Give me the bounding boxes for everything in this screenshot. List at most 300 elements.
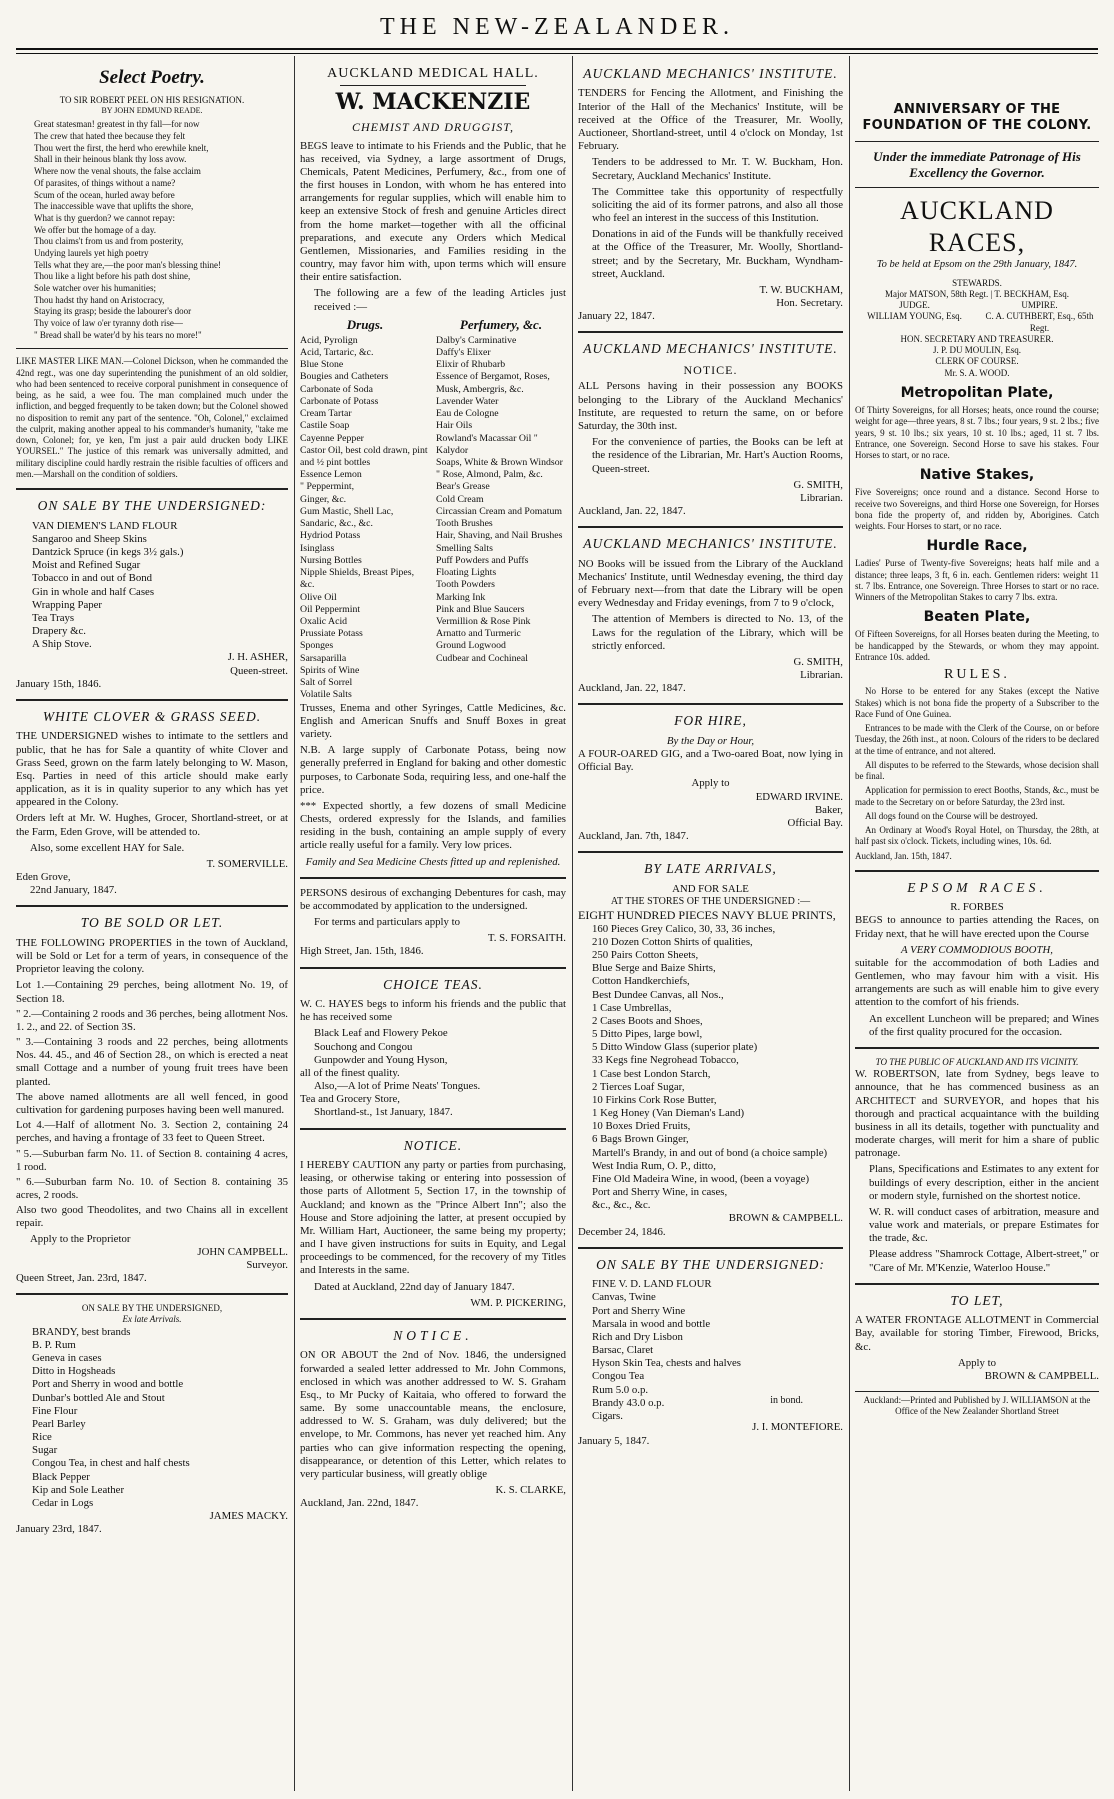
poem-line: Thou hadst thy hand on Aristocracy, xyxy=(34,294,165,305)
clover-heading: WHITE CLOVER & GRASS SEED. xyxy=(42,708,262,724)
judge-umpire xyxy=(855,300,1099,334)
mackenzie-body: BEGS leave to intimate to his Friends and the Public, that he has received, via Sydney, a large assortment of Drugs, Chemicals, Patent Medicines, Perfumery, &c., from one of the first houses in London, with whom he has entered into arrangements for regular supplies, which will enable him to keep an extensive Stock of fresh and genuine Articles direct from the home market—together with all the officinal preparations, and execute any Orders which Medical Gentlemen, Missionaries, and Families residing in the country, may favor him with, upon terms which will ensure their entire satisfaction. xyxy=(300,139,566,284)
poem-line: Of parasites, of things without a name? xyxy=(34,177,176,188)
poem-line: Thou claims't from us and from posterity, xyxy=(34,236,184,247)
hurdle-heading: Hurdle Race, xyxy=(926,538,1028,555)
poem-line: Shall in their heinous blank thy loss avow. xyxy=(34,154,187,165)
sold-intro: THE FOLLOWING PROPERTIES in the town of Auckland, will be Sold or Let for a term of years, in consequence of the Proprietor leaving the colony. xyxy=(16,936,288,976)
tea-item: Black Leaf and Flowery Pekoe xyxy=(314,1027,448,1040)
mackenzie-name: W. MACKENZIE xyxy=(335,89,531,116)
lot-item: " 5.—Suburban farm No. 11. of Section 8. containing 4 acres, 1 rood. xyxy=(16,1147,288,1173)
mechanics-2-notice: NOTICE. xyxy=(683,362,738,377)
drug-item: Blue Stone xyxy=(300,359,344,371)
drug-item: Oxalic Acid xyxy=(300,616,348,628)
list-item: Sangaroo and Sheep Skins xyxy=(32,532,147,545)
drug-item: Sponges xyxy=(300,640,334,652)
lot-item: Also two good Theodolites, and two Chains all in excellent repair. xyxy=(16,1204,288,1230)
public-heading: TO THE PUBLIC OF AUCKLAND AND ITS VICINITY. xyxy=(875,1057,1079,1067)
drug-item: Spirits of Wine xyxy=(300,664,360,676)
metropolitan-body: Of Thirty Sovereigns, for all Horses; heats, once round the course; weight for age—three years, 8 st. 7 lbs.; four years, 9 st. 2 lbs.; five years, 9 st. 10 lbs.; six years, 10 st. 10 lbs.; aged, 11 st. 7 lbs. Entrance, one Sovereign. Second Horse to save his stakes. Four Horses to start, or no race. xyxy=(855,405,1099,460)
list-item: Hyson Skin Tea, chests and halves xyxy=(592,1357,741,1370)
perfumery-item: Puff Powders and Puffs xyxy=(436,554,529,566)
forbes-body-3: An excellent Luncheon will be prepared; and Wines of the first quality procured for the occasion. xyxy=(869,1012,1099,1038)
hire-subheading: By the Day or Hour, xyxy=(666,734,755,747)
list-item: 33 Kegs fine Negrohead Tobacco, xyxy=(592,1054,739,1067)
stewards: Major MATSON, 58th Regt. | T. BECKHAM, Esq. xyxy=(885,288,1069,299)
list-item: 2 Tierces Loaf Sugar, xyxy=(592,1080,685,1093)
forbes-body-2: suitable for the accommodation of both Ladies and Gentlemen, who may favour him with a visit. His arrangements are such as will enable him to give every attention to the comfort of his friends. xyxy=(855,956,1099,1009)
list-item: B. P. Rum xyxy=(32,1338,76,1351)
expected-text: *** Expected shortly, a few dozens of small Medicine Chests, ordered expressly for the Islands, and families residing in the bush, containing an ample supply of every article really useful for a family. Very low prices. xyxy=(300,799,566,852)
lot-item: " 3.—Containing 3 roods and 22 perches, being allotments Nos. 44. 45., and 46 of Section 28., on which is erected a neat small Cottage and a number of young fruit trees have been planted. xyxy=(16,1036,288,1088)
sold-signature: JOHN CAMPBELL. xyxy=(197,1245,288,1258)
mechanics-1-body-2: Tenders to be addressed to Mr. T. W. Buckham, Hon. Secretary, Auckland Mechanics' Institute. xyxy=(592,156,843,182)
lot-item: The above named allotments are all well fenced, in good cultivation for gardening purposes having been well manured. xyxy=(16,1090,288,1116)
anniversary-heading: ANNIVERSARY OF THE FOUNDATION OF THE COLONY. xyxy=(862,102,1092,133)
list-item: Canvas, Twine xyxy=(592,1291,656,1304)
teas-store: Tea and Grocery Store, xyxy=(300,1093,400,1106)
debentures-terms: For terms and particulars apply to xyxy=(314,916,461,929)
native-heading: Native Stakes, xyxy=(919,467,1035,484)
mackenzie-following: The following are a few of the leading Articles just received :— xyxy=(314,287,566,313)
poem-title: TO SIR ROBERT PEEL ON HIS RESIGNATION. xyxy=(59,95,245,106)
mechanics-2-heading: AUCKLAND MECHANICS' INSTITUTE. xyxy=(583,341,838,357)
races-heading: AUCKLAND RACES, xyxy=(900,196,1054,258)
drug-item: Oil Peppermint xyxy=(300,603,361,615)
hire-apply: Apply to xyxy=(691,777,730,790)
drug-item: Nipple Shields, Breast Pipes, &c. xyxy=(300,567,415,591)
poem-line: " Bread shall be water'd by his tears no more!" xyxy=(34,329,202,340)
drug-item: Nursing Bottles xyxy=(300,554,362,566)
poem-line: Thou wert the first, the herd who erewhile knelt, xyxy=(34,142,209,153)
teas-items xyxy=(300,1027,566,1067)
drug-item: Prussiate Potass xyxy=(300,628,363,640)
list-item: &c., &c., &c. xyxy=(592,1199,651,1212)
trusses-text: Trusses, Enema and other Syringes, Cattle Medicines, &c. English and American Snuffs and Snuff Boxes in great variety. xyxy=(300,701,566,740)
perfumery-heading: Perfumery, &c. xyxy=(459,316,543,332)
poem-line: Thy voice of law o'er tyranny doth rise— xyxy=(34,318,183,329)
perfumery-item: Dalby's Carminative xyxy=(436,334,517,346)
poem-line: Thou like a light before his path dost shine, xyxy=(34,271,191,282)
perfumery-item: Cudbear and Cochineal xyxy=(436,652,528,664)
mechanics-1-heading: AUCKLAND MECHANICS' INSTITUTE. xyxy=(583,66,838,81)
mechanics-1-body-3: The Committee take this opportunity of respectfully soliciting the aid of its former patrons, and also all those who feel an interest in the success of this Institution. xyxy=(592,185,843,225)
mechanics-2-signature-title: Librarian. xyxy=(800,491,843,504)
debentures-signature: T. S. FORSAITH. xyxy=(487,932,566,945)
list-item: Sugar xyxy=(32,1444,58,1457)
mechanics-3-heading: AUCKLAND MECHANICS' INSTITUTE. xyxy=(583,536,838,552)
list-item: Cedar in Logs xyxy=(32,1496,94,1509)
notice-1-signature: WM. P. PICKERING, xyxy=(470,1296,566,1309)
debentures-body: PERSONS desirous of exchanging Debentures for cash, may be accommodated by application to the undersigned. xyxy=(300,886,566,912)
drug-item: Carbonate of Soda xyxy=(300,383,373,395)
poem-line: We offer but the homage of a day. xyxy=(34,224,156,235)
masthead: THE NEW-ZEALANDER. xyxy=(380,14,734,40)
list-item: 1 Case Umbrellas, xyxy=(592,1001,672,1014)
drug-item: Cayenne Pepper xyxy=(300,432,364,444)
list-item: Tobacco in and out of Bond xyxy=(32,572,153,585)
notice-2-date: Auckland, Jan. 22nd, 1847. xyxy=(300,1497,419,1510)
list-item: Wrapping Paper xyxy=(32,598,103,611)
list-item: 250 Pairs Cotton Sheets, xyxy=(592,949,699,962)
mechanics-1-signature-title: Hon. Secretary. xyxy=(776,297,843,310)
montefiore-date: January 5, 1847. xyxy=(578,1434,650,1447)
montefiore-block xyxy=(578,1278,843,1423)
top-rule xyxy=(16,48,1098,54)
perfumery-item: Daffy's Elixer xyxy=(436,346,491,358)
perfumery-item: Eau de Cologne xyxy=(436,408,499,420)
list-item: Rich and Dry Lisbon xyxy=(592,1330,683,1343)
robertson-body: W. ROBERTSON, late from Sydney, begs leave to announce, that he has commenced business as an ARCHITECT and SURVEYOR, and hopes that his thorough and practical acquaintance with the building business in all its details, together with punctuality and moderate charges, will merit for him a share of public patronage. xyxy=(855,1068,1099,1160)
montefiore-signature: J. I. MONTEFIORE. xyxy=(752,1421,843,1434)
drug-item: Olive Oil xyxy=(300,591,337,603)
drug-item: Cream Tartar xyxy=(300,408,352,420)
list-item: Fine Old Madeira Wine, in wood, (been a voyage) xyxy=(592,1172,810,1185)
late-arrivals-subheading: AND FOR SALE xyxy=(672,882,749,895)
perfumery-item: Ground Logwood xyxy=(436,640,506,652)
sold-apply: Apply to the Proprietor xyxy=(30,1232,131,1245)
rule-item: No Horse to be entered for any Stakes (except the Native Stakes) which is not bona fide the property of a Subscriber to the Race Fund of One Guinea. xyxy=(855,686,1099,719)
poetry-heading: Select Poetry. xyxy=(99,67,205,88)
clover-signature: T. SOMERVILLE. xyxy=(206,857,288,870)
drug-item: Hydriod Potass xyxy=(300,530,361,542)
perfumery-item: Cold Cream xyxy=(436,493,484,505)
hire-heading: FOR HIRE, xyxy=(674,713,747,729)
imprint-footer: Auckland:—Printed and Published by J. WILLIAMSON at the Office of the New Zealander Shortland Street xyxy=(855,1391,1099,1417)
list-item: Port and Sherry Wine xyxy=(592,1304,686,1317)
robertson-body-4: Please address "Shamrock Cottage, Albert-street," or "Care of Mr. M'Kenzie, Waterloo House." xyxy=(869,1248,1099,1274)
clover-date: 22nd January, 1847. xyxy=(30,884,117,897)
to-let-heading: TO LET, xyxy=(950,1292,1004,1308)
hurdle-body: Ladies' Purse of Twenty-five Sovereigns; heats half mile and a distance; three leaps, 3 ft, 6 in. each. Gentlemen riders: weight 11 st. 7 lbs. Entrance, one Sovereign. Three Horses to start or no race. Winners of the Metropolitan Stakes to carry 7 lbs. extra. xyxy=(855,558,1099,603)
drug-item: Essence Lemon xyxy=(300,469,362,481)
perfumery-item: " Rose, Almond, Palm, &c. xyxy=(436,469,543,481)
montefiore-heading: ON SALE BY THE UNDERSIGNED: xyxy=(596,1256,825,1272)
list-item: Port and Sherry in wood and bottle xyxy=(32,1378,184,1391)
mechanics-2-body: ALL Persons having in their possession any BOOKS belonging to the Library of the Auckland Mechanics' Institute, are requested to return the same, on or before Saturday, the 30th inst. xyxy=(578,380,843,432)
hire-signature: EDWARD IRVINE. xyxy=(755,790,843,803)
macky-signature: JAMES MACKY. xyxy=(209,1510,288,1523)
teas-date: Shortland-st., 1st January, 1847. xyxy=(314,1106,453,1119)
chests-text: Family and Sea Medicine Chests fitted up and replenished. xyxy=(305,855,561,868)
list-item: Geneva in cases xyxy=(32,1352,102,1365)
robertson-body-3: W. R. will conduct cases of arbitration, measure and value work and materials, or prepare Estimates for the trade, &c. xyxy=(869,1205,1099,1245)
list-item: 1 Keg Honey (Van Dieman's Land) xyxy=(592,1107,745,1120)
lot-item: Lot 4.—Half of allotment No. 3. Section 2, containing 24 perches, and having a frontage of 33 feet to Queen Street. xyxy=(16,1119,288,1145)
late-arrivals-lead: EIGHT HUNDRED PIECES NAVY BLUE PRINTS, xyxy=(578,908,836,923)
asher-signature: J. H. ASHER, xyxy=(227,651,288,664)
drug-item: Bougies and Catheters xyxy=(300,371,389,383)
teas-body: W. C. HAYES begs to inform his friends and the public that he has received some xyxy=(300,998,566,1024)
hire-body: A FOUR-OARED GIG, and a Two-oared Boat, now lying in Official Bay. xyxy=(578,748,843,774)
notice-1-date: Dated at Auckland, 22nd day of January 1847. xyxy=(314,1280,515,1293)
poem-line: The crew that hated thee because they felt xyxy=(34,131,186,142)
poem-line: Where now the venal shouts, the false acclaim xyxy=(34,166,201,177)
macky-subheading: Ex late Arrivals. xyxy=(122,1314,182,1325)
list-item: 2 Cases Boots and Shoes, xyxy=(592,1014,703,1027)
mechanics-3-signature-title: Librarian. xyxy=(800,669,843,682)
clover-body-2: Orders left at Mr. W. Hughes, Grocer, Shortland-street, or at the Farm, Eden Grove, will be attended to. xyxy=(16,812,288,838)
list-item: 10 Boxes Dried Fruits, xyxy=(592,1120,691,1133)
list-item: FINE V. D. LAND FLOUR xyxy=(592,1278,712,1291)
rule-item: Application for permission to erect Booths, Stands, &c., must be made to the Secretary on or before Saturday, the 23rd inst. xyxy=(855,785,1099,807)
poem-line: Great statesman! greatest in thy fall—for now xyxy=(34,119,200,130)
list-item: Drapery &c. xyxy=(32,625,86,638)
perfumery-item: Pink and Blue Saucers xyxy=(436,603,525,615)
rules-list xyxy=(855,686,1099,847)
teas-also: Also,—A lot of Prime Neats' Tongues. xyxy=(314,1080,481,1093)
list-item: Marsala in wood and bottle xyxy=(592,1317,711,1330)
perfumery-item: Soaps, White & Brown Windsor xyxy=(436,456,563,468)
perfumery-list xyxy=(436,335,566,665)
clover-hay: Also, some excellent HAY for Sale. xyxy=(30,841,185,854)
medical-hall-heading: AUCKLAND MEDICAL HALL. xyxy=(327,66,539,81)
list-item: 160 Pieces Grey Calico, 30, 33, 36 inches, xyxy=(592,922,776,935)
notice-1-body: I HEREBY CAUTION any party or parties from purchasing, leasing, or otherwise taking or entering into possession of those parts of Allotment 5, Section 17, in the township of Auckland; and known as the "Prince Albert Inn"; also the House and Store adjoining the latter, at present occupied by Mr. William Hart, Auctioneer, the same being my property; and I have given instructions for suits in Equity, and Legal proceedings to be commenced, for the recovery of my Titles and Interests in the same. xyxy=(300,1159,566,1277)
list-item: 10 Firkins Cork Rose Butter, xyxy=(592,1093,717,1106)
mechanics-3-signature: G. SMITH, xyxy=(793,655,843,668)
mackenzie-role: CHEMIST AND DRUGGIST, xyxy=(351,119,514,134)
macky-items xyxy=(16,1326,288,1510)
drug-item: " Peppermint, xyxy=(300,481,355,493)
list-item: Pearl Barley xyxy=(32,1417,86,1430)
metropolitan-heading: Metropolitan Plate, xyxy=(900,384,1054,401)
sold-signature-title: Surveyor. xyxy=(246,1258,288,1271)
mechanics-1-body-4: Donations in aid of the Funds will be thankfully received at the Office of the Treasurer, Mr. Woolly, Shortland-street; and by the Secretary, Mr. Buckham, Wyndham-street, Auckland. xyxy=(592,228,843,280)
list-item: Fine Flour xyxy=(32,1404,78,1417)
mechanics-3-body: NO Books will be issued from the Library of the Auckland Mechanics' Institute, until Wednesday evening, the third day of February next—from that date the Library will be open every Wednesday and Friday evenings, from 7 to 9 o'clock, xyxy=(578,557,843,610)
list-item: Blue Serge and Baize Shirts, xyxy=(592,962,716,975)
sold-date: Queen Street, Jan. 23rd, 1847. xyxy=(16,1272,147,1285)
perfumery-item: Bear's Grease xyxy=(436,481,490,493)
poem-line: Tells what they are,—the poor man's blessing thine! xyxy=(34,259,221,270)
perfumery-item: Hair Oils xyxy=(436,420,473,432)
mechanics-1-date: January 22, 1847. xyxy=(578,310,655,323)
list-item: Rum 5.0 o.p. xyxy=(592,1383,649,1396)
list-item: BRANDY, best brands xyxy=(32,1325,131,1338)
to-let-signature: BROWN & CAMPBELL. xyxy=(984,1369,1099,1382)
hire-signature-location: Official Bay. xyxy=(787,816,843,829)
forbes-name: R. FORBES xyxy=(950,901,1004,914)
mechanics-3-date: Auckland, Jan. 22, 1847. xyxy=(578,682,686,695)
list-item: Moist and Refined Sugar xyxy=(32,559,141,572)
list-item: Martell's Brandy, in and out of bond (a choice sample) xyxy=(592,1146,828,1159)
perfumery-item: Tooth Powders xyxy=(436,579,495,591)
list-item: VAN DIEMEN'S LAND FLOUR xyxy=(32,519,178,532)
mechanics-2-body-2: For the convenience of parties, the Books can be left at the residence of the Librarian, Mr. Hart's Auction Rooms, Queen-street. xyxy=(592,436,843,475)
list-item: Congou Tea, in chest and half chests xyxy=(32,1457,190,1470)
tea-item: Souchong and Congou xyxy=(314,1040,413,1053)
list-item: Rice xyxy=(32,1431,52,1444)
mechanics-2-signature: G. SMITH, xyxy=(793,478,843,491)
list-item: West India Rum, O. P., ditto, xyxy=(592,1159,716,1172)
poem-line: Staying its grasp; beside the labourer's door xyxy=(34,306,192,317)
mechanics-2-date: Auckland, Jan. 22, 1847. xyxy=(578,505,686,518)
rules-date: Auckland, Jan. 15th, 1847. xyxy=(855,850,952,861)
list-item: 210 Dozen Cotton Shirts of qualities, xyxy=(592,935,753,948)
poem-line: What is thy guerdon? we cannot repay: xyxy=(34,212,175,223)
secretary-heading: HON. SECRETARY AND TREASURER. xyxy=(900,333,1054,344)
secretary-name: J. P. DU MOULIN, Esq. xyxy=(932,345,1021,356)
asher-heading: ON SALE BY THE UNDERSIGNED: xyxy=(37,498,267,514)
clerk-heading: CLERK OF COURSE. xyxy=(935,356,1019,367)
drug-item: Salt of Sorrel xyxy=(300,677,353,689)
rule-item: All disputes to be referred to the Stewards, whose decision shall be final. xyxy=(855,759,1099,782)
column-divider xyxy=(849,56,850,1791)
native-body: Five Sovereigns; once round and a distance. Second Horse to receive two Sovereigns, and third Horse one Sovereign, for Horses bona fide the property of, and ridden by, Aborigines. Catch weights. Four Horses to start, or no race. xyxy=(855,487,1099,532)
perfumery-item: Tooth Brushes xyxy=(436,518,493,530)
column-divider xyxy=(294,56,295,1791)
umpire-heading: UMPIRE. xyxy=(1021,300,1058,311)
drug-item: Carbonate of Potass xyxy=(300,395,379,407)
drug-item: Sarsaparilla xyxy=(300,652,347,664)
list-item: Ditto in Hogsheads xyxy=(32,1365,116,1378)
clover-location: Eden Grove, xyxy=(16,871,71,884)
teas-quality: all of the finest quality. xyxy=(300,1066,400,1079)
drug-item: Gum Mastic, Shell Lac, Sandaric, &c., &c. xyxy=(300,505,394,530)
mechanics-1-body: TENDERS for Fencing the Allotment, and Finishing the Interior of the Hall of the Mechanics' Institute, will be received at the Office of the Treasurer, Mr. Woolly, Auctioneer, Shortland-street, until 4 o'clock on Monday, 1st February. xyxy=(578,87,843,153)
robertson-body-2: Plans, Specifications and Estimates to any extent for buildings of every description, either in the ancient or modern style, furnished on the shortest notice. xyxy=(869,1163,1099,1202)
nb-text: N.B. A large supply of Carbonate Potass, being now generally preferred in England for baking and other domestic purposes, to Carbonate Soda, requiring less, and one-half the price. xyxy=(300,744,566,796)
rule-item: An Ordinary at Wood's Royal Hotel, on Thursday, the 28th, at half past six o'clock. Tickets, including wines, 10s. 6d. xyxy=(855,825,1099,847)
list-item: Port and Sherry Wine, in cases, xyxy=(592,1186,728,1199)
booth-line: A VERY COMMODIOUS BOOTH, xyxy=(901,943,1053,956)
umpire-name: C. A. CUTHBERT, Esq., 65th Regt. xyxy=(985,311,1094,333)
poem-line: Scum of the ocean, hurled away before xyxy=(34,189,175,200)
judge-heading: JUDGE. xyxy=(899,300,930,311)
list-item: Gin in whole and half Cases xyxy=(32,585,155,598)
list-item: Barsac, Claret xyxy=(592,1344,654,1357)
rules-heading: RULES. xyxy=(944,667,1010,683)
articles-lists xyxy=(300,317,566,702)
notice-2-body: ON OR ABOUT the 2nd of Nov. 1846, the undersigned forwarded a sealed letter addressed to Mr. John Commons, enclosed in which was another addressed to W. S. Graham Esq., to Mr Pucky of Kaitaia, who offered to forward the same. By some unaccountable means, the enclosure, addressed to W. S. Graham, was duly delivered; but the envelope, to Mr. Commons, has never yet reached him. Any parties who can give information respecting the opening, disappearance, or detention of this Letter, which relates to very particular business, will greatly oblige xyxy=(300,1349,566,1480)
judge-name: WILLIAM YOUNG, Esq. xyxy=(867,311,962,322)
montefiore-items xyxy=(578,1278,843,1423)
mechanics-1-signature: T. W. BUCKHAM, xyxy=(759,283,843,296)
perfumery-item: Vermillion & Rose Pink xyxy=(436,616,531,628)
macky-heading: ON SALE BY THE UNDERSIGNED, xyxy=(81,1303,223,1314)
perfumery-item: Elixir of Rhubarb xyxy=(436,359,506,371)
forbes-body: BEGS to announce to parties attending the Races, on Friday next, that he will have erected upon the Course xyxy=(855,914,1099,940)
drug-item: Castile Soap xyxy=(300,420,350,432)
poem-line: Sole watcher over his humanities; xyxy=(34,283,156,294)
notice-2-signature: K. S. CLARKE, xyxy=(495,1484,566,1497)
late-arrivals-items xyxy=(578,923,843,1213)
drug-item: Isinglass xyxy=(300,542,335,554)
perfumery-item: Marking Ink xyxy=(436,591,486,603)
teas-heading: CHOICE TEAS. xyxy=(383,976,483,992)
drug-item: Castor Oil, best cold drawn, pint and ½ pint bottles xyxy=(300,444,428,468)
rule-item: Entrances to be made with the Clerk of the Course, on or before Tuesday, the 26th inst., at noon. Colours of the riders to be declared at the time of entrance, and not altered. xyxy=(855,723,1099,756)
list-item: Cigars. xyxy=(592,1410,623,1422)
sold-heading: TO BE SOLD OR LET. xyxy=(80,915,224,931)
late-arrivals-heading: BY LATE ARRIVALS, xyxy=(644,861,777,877)
debentures-date: High Street, Jan. 15th, 1846. xyxy=(300,945,424,958)
list-item: Tea Trays xyxy=(32,611,75,624)
list-item: Kip and Sole Leather xyxy=(32,1483,125,1496)
to-let-body: A WATER FRONTAGE ALLOTMENT in Commercial Bay, available for storing Timber, Firewood, Bricks, &c. xyxy=(855,1314,1099,1353)
list-item: Congou Tea xyxy=(592,1370,645,1383)
hire-signature-title: Baker, xyxy=(814,803,843,816)
column-1 xyxy=(16,62,288,1787)
poem-line: Undying laurels yet high poetry xyxy=(34,247,149,258)
notice-1-heading: NOTICE. xyxy=(403,1137,463,1153)
rule-item: All dogs found on the Course will be destroyed. xyxy=(865,810,1038,821)
macky-date: January 23rd, 1847. xyxy=(16,1523,102,1536)
perfumery-item: Essence of Bergamot, Roses, Musk, Ambergris, &c. xyxy=(436,371,550,395)
column-3 xyxy=(578,62,843,1787)
list-item: Cotton Handkerchiefs, xyxy=(592,975,690,988)
beaten-body: Of Fifteen Sovereigns, for all Horses beaten during the Meeting, to be handicapped by the Stewards, or whom they may appoint. Entrance 10s. added. xyxy=(855,629,1099,662)
perfumery-item: Rowland's Macassar Oil " Kalydor xyxy=(436,432,538,456)
asher-location: Queen-street. xyxy=(230,664,288,677)
perfumery-item: Circassian Cream and Pomatum xyxy=(436,505,562,517)
mechanics-3-body-2: The attention of Members is directed to No. 13, of the Laws for the regulation of the Library, which will be strictly enforced. xyxy=(592,613,843,652)
drug-item: Ginger, &c. xyxy=(300,493,347,505)
drug-item: Acid, Pyrolign xyxy=(300,334,358,346)
lot-item: " 2.—Containing 2 roods and 36 perches, being allotment Nos. 1. 2., and 22. of Section 3S. xyxy=(16,1007,288,1033)
list-item: Dantzick Spruce (in kegs 3½ gals.) xyxy=(32,546,184,559)
drugs-heading: Drugs. xyxy=(346,316,384,332)
perfumery-item: Lavender Water xyxy=(436,395,499,407)
perfumery-item: Hair, Shaving, and Nail Brushes xyxy=(436,530,563,542)
patronage-line: Under the immediate Patronage of His Excellency the Governor. xyxy=(873,148,1081,180)
to-let-apply: Apply to xyxy=(957,1356,997,1369)
poem-body xyxy=(16,119,288,341)
perfumery-item: Floating Lights xyxy=(436,567,497,579)
clerk-name: Mr. S. A. WOOD. xyxy=(944,367,1010,378)
list-item: 5 Ditto Window Glass (superior plate) xyxy=(592,1041,758,1054)
list-item: Dunbar's bottled Ale and Stout xyxy=(32,1391,165,1404)
asher-items xyxy=(16,520,288,652)
perfumery-item: Smelling Salts xyxy=(436,542,493,554)
list-item: Brandy 43.0 o.p. xyxy=(592,1396,665,1409)
clover-body: THE UNDERSIGNED wishes to intimate to the settlers and public, that he has for Sale a quantity of white Clover and Grass Seed, grown on the farm lately belonging to W. Mason, Esq. Parties in need of this article should make early application, as it is in quality superior to any which has yet appeared in the Colony. xyxy=(16,730,288,809)
beaten-heading: Beaten Plate, xyxy=(923,609,1031,626)
stewards-heading: STEWARDS. xyxy=(952,277,1002,288)
late-arrivals-signature: BROWN & CAMPBELL. xyxy=(728,1212,843,1225)
list-item: Black Pepper xyxy=(32,1470,90,1483)
column-4 xyxy=(855,62,1099,1787)
lot-item: " 6.—Suburban farm No. 10. of Section 8. containing 35 acres, 2 roods. xyxy=(16,1175,288,1202)
montefiore-bond: in bond. xyxy=(770,1395,803,1407)
notice-2-heading: NOTICE. xyxy=(393,1327,473,1343)
epsom-heading: EPSOM RACES. xyxy=(907,879,1047,895)
list-item: A Ship Stove. xyxy=(32,638,92,651)
list-item: Best Dundee Canvas, all Nos., xyxy=(592,988,724,1001)
tea-item: Gunpowder and Young Hyson, xyxy=(314,1053,448,1066)
hire-date: Auckland, Jan. 7th, 1847. xyxy=(578,830,689,843)
list-item: 5 Ditto Pipes, large bowl, xyxy=(592,1028,703,1041)
late-arrivals-date: December 24, 1846. xyxy=(578,1225,666,1238)
poem-line: The inaccessible wave that uplifts the shore, xyxy=(34,201,194,212)
perfumery-item: Arnatto and Turmeric xyxy=(436,628,521,640)
lot-item: Lot 1.—Containing 29 perches, being allotment No. 19, of Section 18. xyxy=(16,979,288,1005)
drug-item: Volatile Salts xyxy=(300,689,352,701)
drug-item: Acid, Tartaric, &c. xyxy=(300,346,374,358)
like-master-article: LIKE MASTER LIKE MAN.—Colonel Dickson, when he commanded the 42nd regt., was one day superintending the punishment of an old soldier, who had been sentenced to receive corporal punishment in consequence of being, as he said, a wee fou. The man complained much under the infliction, and begged frequently to be taken down; but the Colonel showed no disposition to remit any part of the sentence. "Oh, Colonel," exclaimed the culprit, making another appeal to his commander's humanity, "take me down, Colonel; for, ye ken, I'm just a pair auld drucken body LIKE YOURSEL." The justice of this remark was universally admitted, and military discipline could hardly restrain the risible faculties of officers and men.—Marshall on the condition of soldiers. xyxy=(16,356,288,479)
column-2 xyxy=(300,62,566,1787)
poem-author: BY JOHN EDMUND READE. xyxy=(101,106,203,116)
sold-lots xyxy=(16,979,288,1230)
column-divider xyxy=(572,56,573,1791)
list-item: 1 Case best London Starch, xyxy=(592,1067,711,1080)
races-subheading: To be held at Epsom on the 29th January, 1847. xyxy=(876,258,1078,270)
drugs-list xyxy=(300,335,430,702)
list-item: 6 Bags Brown Ginger, xyxy=(592,1133,689,1146)
late-arrivals-stores: AT THE STORES OF THE UNDERSIGNED :— xyxy=(610,895,811,907)
asher-date: January 15th, 1846. xyxy=(16,677,102,690)
